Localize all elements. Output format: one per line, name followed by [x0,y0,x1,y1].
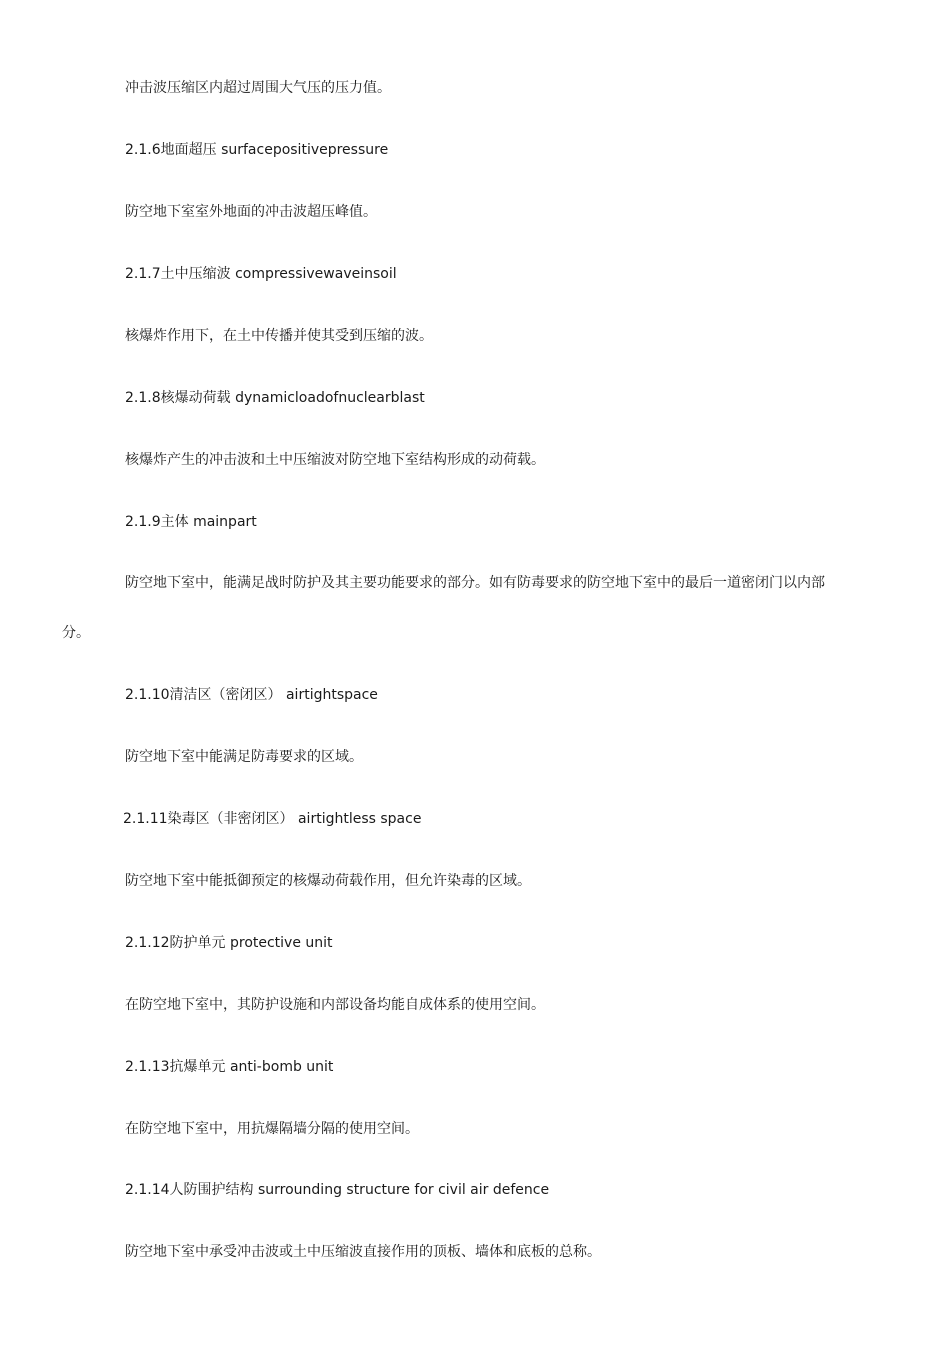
definition-text: 防空地下室中，能满足战时防护及其主要功能要求的部分。如有防毒要求的防空地下室中的最后一道密闭门以内部 [125,575,825,591]
definition-text: 防空地下室中承受冲击波或土中压缩波直接作用的顶板、墙体和底板的总称。 [125,1244,601,1260]
term-heading: 2.1.14人防围护结构 surrounding structure for civil air defence [125,1182,550,1198]
term-heading: 2.1.9主体 mainpart [125,514,257,530]
definition-text: 核爆炸产生的冲击波和土中压缩波对防空地下室结构形成的动荷载。 [125,452,545,468]
definition-text: 防空地下室中能满足防毒要求的区域。 [125,749,363,765]
definition-text: 冲击波压缩区内超过周围大气压的压力值。 [125,80,391,96]
term-heading: 2.1.12防护单元 protective unit [125,935,333,951]
definition-text: 防空地下室中能抵御预定的核爆动荷载作用，但允许染毒的区域。 [125,873,531,889]
term-heading: 2.1.8核爆动荷载 dynamicloadofnuclearblast [125,390,425,406]
term-heading: 2.1.13抗爆单元 anti-bomb unit [125,1059,334,1075]
definition-text: 在防空地下室中，其防护设施和内部设备均能自成体系的使用空间。 [125,997,545,1013]
term-heading: 2.1.11染毒区（非密闭区） airtightless space [123,811,422,827]
definition-text-continuation: 分。 [62,625,90,641]
definition-text: 核爆炸作用下，在土中传播并使其受到压缩的波。 [125,328,433,344]
term-heading: 2.1.10清洁区（密闭区） airtightspace [125,687,378,703]
definition-text: 防空地下室室外地面的冲击波超压峰值。 [125,204,377,220]
term-heading: 2.1.7土中压缩波 compressivewaveinsoil [125,266,397,282]
term-heading: 2.1.6地面超压 surfacepositivepressure [125,142,389,158]
definition-text: 在防空地下室中，用抗爆隔墙分隔的使用空间。 [125,1121,419,1137]
